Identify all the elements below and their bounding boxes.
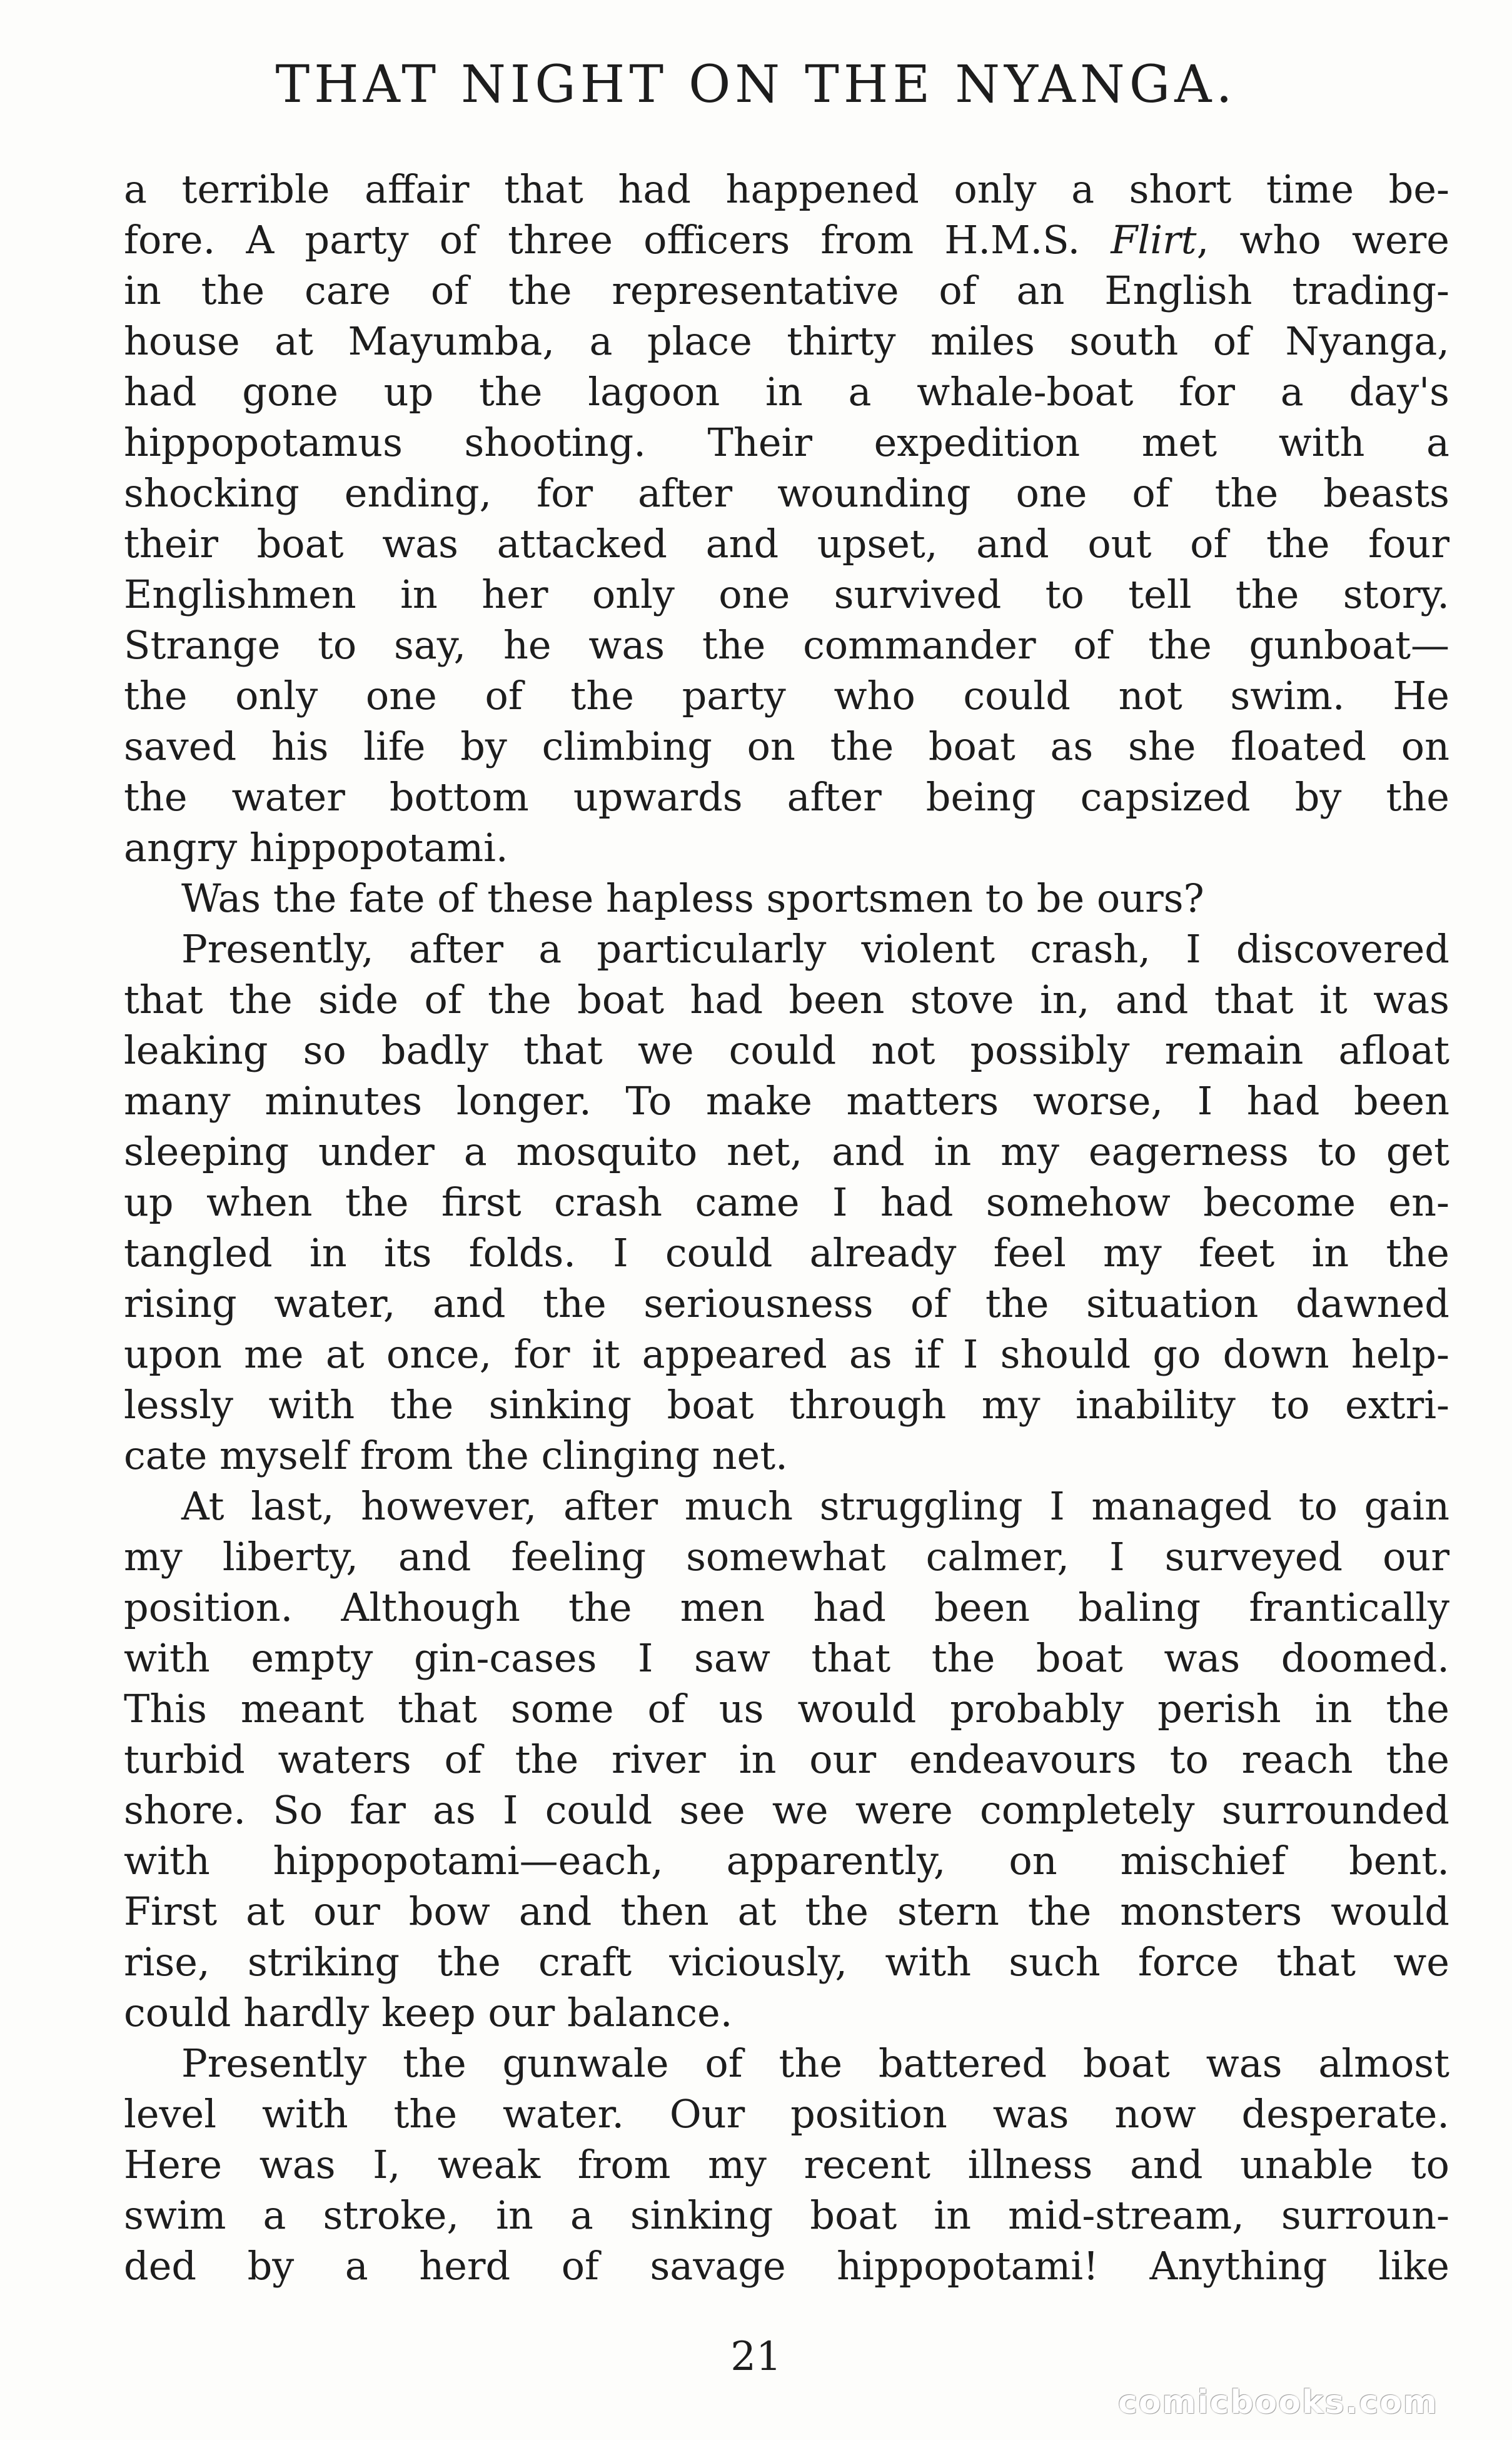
text-line: many minutes longer. To make matters worse, I had been (124, 1078, 1449, 1124)
text-line: Strange to say, he was the commander of the gunboat— (124, 622, 1449, 668)
text-line: could hardly keep our balance. (124, 1990, 733, 2035)
text-line: At last, however, after much struggling I managed to gain (181, 1483, 1449, 1529)
text-line: that the side of the boat had been stove in, and that it was (124, 977, 1449, 1022)
body-text (124, 164, 1449, 2291)
text-line: turbid waters of the river in our endeavours to reach the (124, 1737, 1449, 1782)
text-line: sleeping under a mosquito net, and in my eagerness to get (124, 1129, 1449, 1174)
text-line: fore. A party of three officers from H.M.S. Flirt, who were (124, 217, 1449, 263)
text-line: rise, striking the craft viciously, with such force that we (124, 1939, 1449, 1985)
text-line: lessly with the sinking boat through my inability to extri- (124, 1382, 1449, 1428)
text-line: Presently, after a particularly violent crash, I discovered (181, 926, 1449, 972)
text-line: Presently the gunwale of the battered boat was almost (181, 2040, 1449, 2086)
text-line: swim a stroke, in a sinking boat in mid-stream, surroun- (124, 2192, 1449, 2238)
text-line: cate myself from the clinging net. (124, 1433, 788, 1478)
text-line: their boat was attacked and upset, and out of the four (124, 521, 1449, 567)
text-line: my liberty, and feeling somewhat calmer, I surveyed our (124, 1534, 1449, 1580)
text-line: level with the water. Our position was now desperate. (124, 2091, 1449, 2137)
text-line: This meant that some of us would probably perish in the (124, 1686, 1449, 1732)
text-line: hippopotamus shooting. Their expedition met with a (124, 420, 1449, 465)
page-number: 21 (730, 2334, 782, 2380)
text-line: saved his life by climbing on the boat as she floated on (124, 723, 1449, 769)
text-line: the only one of the party who could not swim. He (124, 673, 1449, 718)
ship-name: Flirt (1111, 217, 1197, 263)
text-line: with empty gin-cases I saw that the boat was doomed. (124, 1635, 1449, 1681)
text-line: Here was I, weak from my recent illness and unable to (124, 2142, 1449, 2187)
text-line: tangled in its folds. I could already feel my feet in the (124, 1230, 1449, 1276)
text-line: had gone up the lagoon in a whale-boat for a day's (124, 369, 1449, 415)
text-line: angry hippopotami. (124, 825, 508, 870)
site-watermark: comicbooks.com (1118, 2384, 1439, 2421)
text-line: shocking ending, for after wounding one of the beasts (124, 470, 1449, 516)
running-header: THAT NIGHT ON THE NYANGA. (275, 55, 1237, 114)
text-line: ded by a herd of savage hippopotami! Anything like (124, 2243, 1449, 2289)
text-line: shore. So far as I could see we were completely surrounded (124, 1787, 1449, 1833)
text-line: rising water, and the seriousness of the situation dawned (124, 1281, 1449, 1326)
text-line: up when the first crash came I had somehow become en- (124, 1179, 1449, 1225)
text-line: leaking so badly that we could not possibly remain afloat (124, 1027, 1449, 1073)
text-line: in the care of the representative of an English trading- (124, 268, 1449, 313)
text-line: house at Mayumba, a place thirty miles south of Nyanga, (124, 318, 1449, 364)
text-line: position. Although the men had been baling frantically (124, 1585, 1449, 1630)
text-line: with hippopotami—each, apparently, on mischief bent. (124, 1838, 1449, 1883)
text-line: Was the fate of these hapless sportsmen to be ours? (181, 875, 1204, 921)
text-line: a terrible affair that had happened only a short time be- (124, 166, 1449, 212)
text-line: Englishmen in her only one survived to tell the story. (124, 572, 1449, 617)
text-line: the water bottom upwards after being capsized by the (124, 774, 1449, 820)
text-line: upon me at once, for it appeared as if I should go down help- (124, 1331, 1449, 1377)
text-line: First at our bow and then at the stern the monsters would (124, 1888, 1449, 1934)
